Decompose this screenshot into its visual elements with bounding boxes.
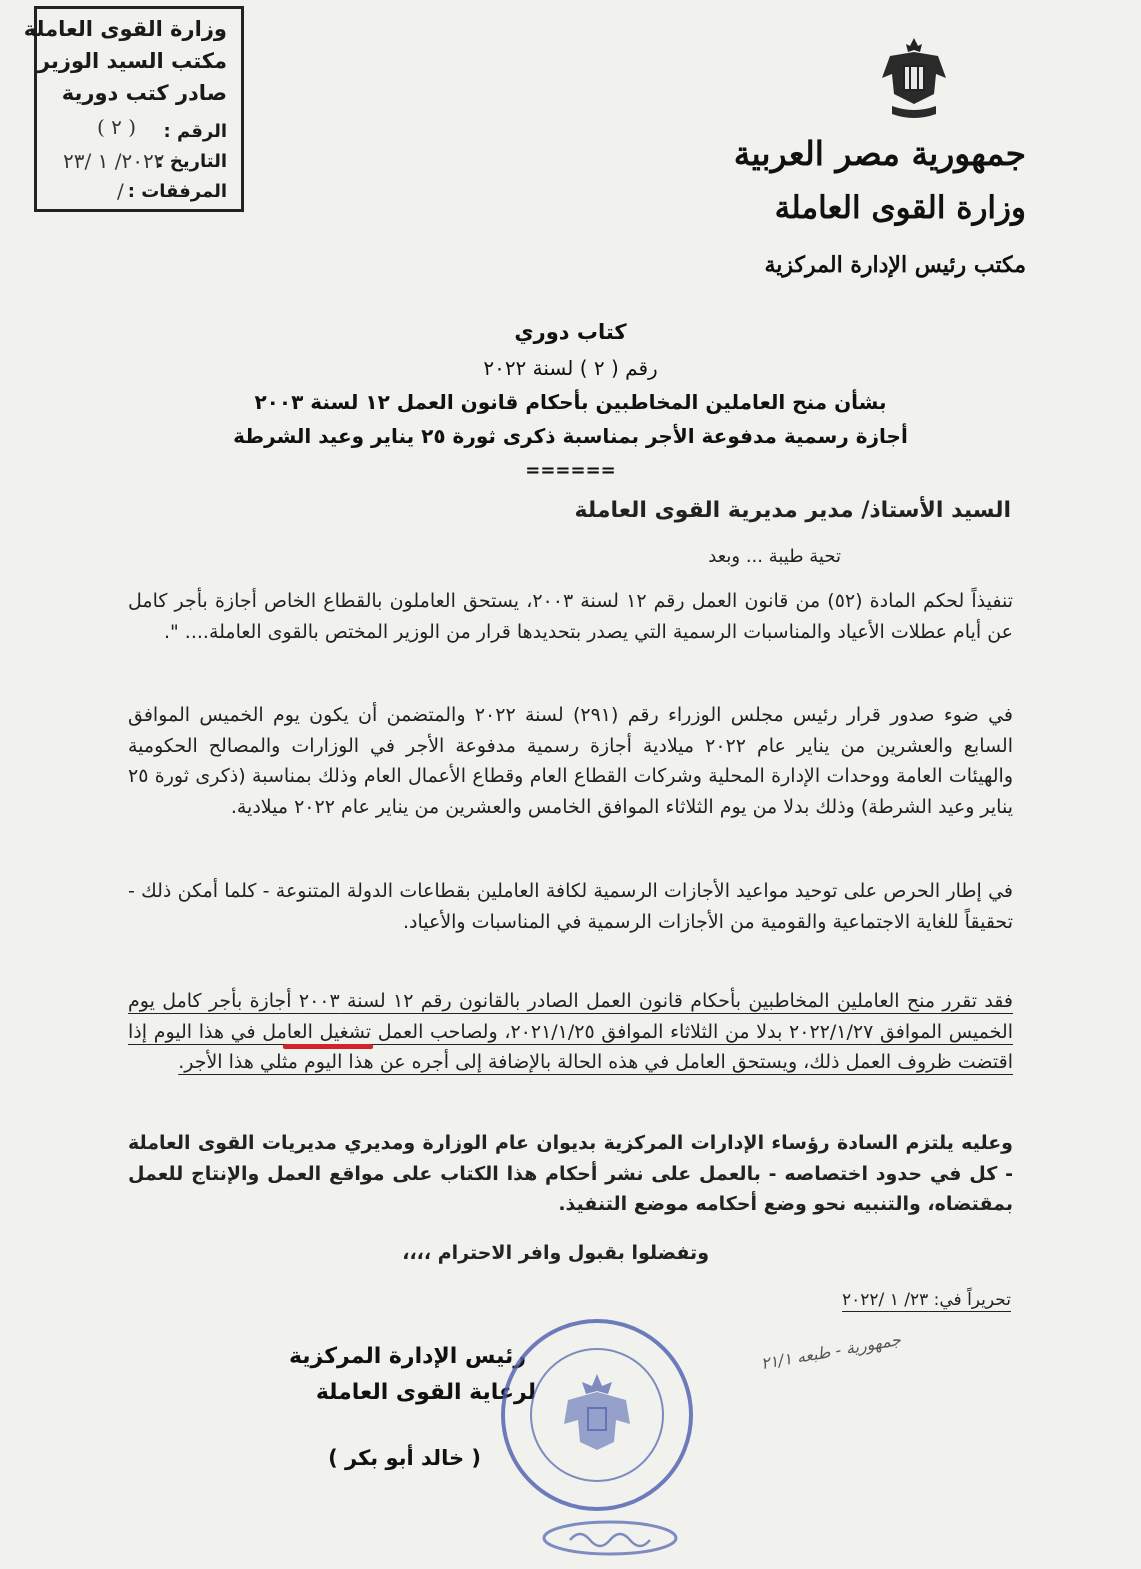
doc-number: رقم ( ٢ ) لسنة ٢٠٢٢ (483, 356, 658, 380)
closing: وتفضلوا بقبول وافر الاحترام ،،،، (402, 1242, 709, 1264)
stamp-attachments-label: المرفقات : (127, 181, 227, 202)
addressee: السيد الأستاذ/ مدير مديرية القوى العاملة (574, 498, 1011, 523)
outgoing-stamp (23, 6, 244, 212)
doc-subject-1: بشأن منح العاملين المخاطبين بأحكام قانون العمل ١٢ لسنة ٢٠٠٣ (254, 390, 887, 414)
official-seal-icon (498, 1316, 696, 1514)
paragraph-1: تنفيذاً لحكم المادة (٥٢) من قانون العمل رقم ١٢ لسنة ٢٠٠٣، يستحق العاملون بالقطاع الخاص أجازة بأجر كامل عن أيام عطلات الأعياد والمناسبات الرسمية التي يصدر بتحديدها قرار من الوزير المختص بالقوى العاملة.... ". (128, 590, 1013, 643)
greeting: تحية طيبة ... وبعد (708, 546, 841, 567)
title-divider: ====== (525, 460, 616, 481)
header-ministry: وزارة القوى العاملة (774, 190, 1026, 226)
red-highlight-mark (283, 1044, 373, 1049)
signature-title-1: رئيس الإدارة المركزية (288, 1344, 526, 1369)
paragraph-4-decision: فقد تقرر منح العاملين المخاطبين بأحكام قانون العمل الصادر بالقانون رقم ١٢ لسنة ٢٠٠٣ أجازة بأجر كامل يوم الخميس الموافق ٢٠٢٢/١/٢٧ بدلا من الثلاثاء الموافق ٢٠٢١/١/٢٥، ولصاحب العمل تشغيل العامل في هذا اليوم إذا اقتضت ظروف العمل ذلك، ويستحق العامل في هذه الحالة بالإضافة إلى أجره عن هذا اليوم مثلي هذا الأجر. (128, 990, 1013, 1073)
paragraph-5: وعليه يلتزم السادة رؤساء الإدارات المركزية بديوان عام الوزارة ومديري مديريات القوى العاملة - كل في حدود اختصاصه - بالعمل على نشر أحكام هذا الكتاب على مواقع العمل والإنتاج للعمل بمقتضاه، والتنبيه نحو وضع أحكامه موضع التنفيذ. (128, 1132, 1013, 1215)
stamp-number-value: ( ٢ ) (97, 115, 137, 139)
doc-type: كتاب دوري (514, 320, 627, 344)
stamp-number-label: الرقم : (163, 121, 227, 142)
handwritten-note: جمهورية - طبعه ٢١/١ (759, 1329, 903, 1374)
stamp-ministry: وزارة القوى العاملة (23, 17, 227, 41)
stamp-date-value: ٢٠٢٢/ ١ /٢٣ (63, 149, 165, 173)
header-country: جمهورية مصر العربية (733, 134, 1026, 173)
incoming-number-stamp-icon (540, 1518, 680, 1558)
dated: تحريراً في: ٢٣/ ١ /٢٠٢٢ (842, 1290, 1011, 1310)
eagle-emblem-icon (878, 34, 950, 124)
signature-name: ( خالد أبو بكر ) (328, 1446, 481, 1470)
paragraph-3: في إطار الحرص على توحيد مواعيد الأجازات الرسمية لكافة العاملين بقطاعات الدولة المتنوعة - كلما أمكن ذلك - تحقيقاً للغاية الاجتماعية والقومية من الأجازات الرسمية في المناسبات والأعياد. (128, 880, 1013, 933)
header-office: مكتب رئيس الإدارة المركزية (764, 252, 1026, 278)
signature-title-2: لرعاية القوى العاملة (315, 1380, 536, 1405)
doc-subject-2: أجازة رسمية مدفوعة الأجر بمناسبة ذكرى ثورة ٢٥ يناير وعيد الشرطة (233, 424, 908, 448)
stamp-office: مكتب السيد الوزير (37, 49, 227, 73)
stamp-type: صادر كتب دورية (61, 81, 227, 105)
stamp-attachments-value: / (117, 179, 124, 203)
paragraph-2: في ضوء صدور قرار رئيس مجلس الوزراء رقم (٢٩١) لسنة ٢٠٢٢ والمتضمن أن يكون يوم الخميس الموافق السابع والعشرين من يناير عام ٢٠٢٢ ميلادية أجازة رسمية مدفوعة الأجر في الوزارات والمصالح الحكومية والهيئات العامة ووحدات الإدارة المحلية وشركات القطاع العام وقطاع الأعمال العام وذلك بمناسبة (ذكرى ثورة ٢٥ يناير وعيد الشرطة) وذلك بدلا من يوم الثلاثاء الموافق الخامس والعشرين من يناير عام ٢٠٢٢ ميلادية. (128, 704, 1013, 818)
stamp-date-label: التاريخ : (156, 151, 227, 172)
